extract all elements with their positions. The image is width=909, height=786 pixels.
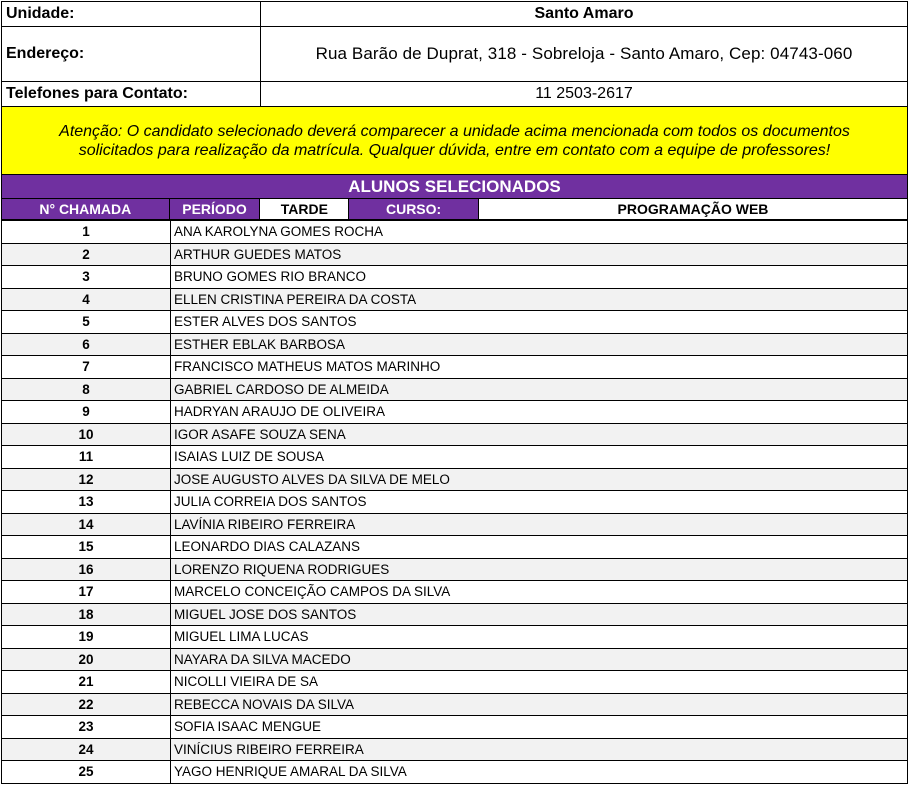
table-row (2, 536, 908, 559)
student-name-cell[interactable]: ELLEN CRISTINA PEREIRA DA COSTA (171, 288, 908, 311)
student-number-cell[interactable]: 5 (2, 311, 171, 334)
unidade-row (2, 2, 908, 27)
unit-info-table (1, 1, 908, 107)
student-name-cell[interactable]: NAYARA DA SILVA MACEDO (171, 648, 908, 671)
table-row (2, 513, 908, 536)
student-number-cell[interactable]: 1 (2, 221, 171, 244)
periodo-value[interactable]: TARDE (260, 199, 349, 219)
table-row (2, 581, 908, 604)
student-number-cell[interactable]: 18 (2, 603, 171, 626)
student-number-cell[interactable]: 13 (2, 491, 171, 514)
table-row (2, 243, 908, 266)
students-table-body (2, 221, 908, 784)
student-number-cell[interactable]: 20 (2, 648, 171, 671)
student-name-cell[interactable]: GABRIEL CARDOSO DE ALMEIDA (171, 378, 908, 401)
student-name-cell[interactable]: BRUNO GOMES RIO BRANCO (171, 266, 908, 289)
student-number-cell[interactable]: 2 (2, 243, 171, 266)
student-number-cell[interactable]: 4 (2, 288, 171, 311)
periodo-header[interactable]: PERÍODO (170, 199, 261, 219)
student-number-cell[interactable]: 24 (2, 738, 171, 761)
notice-box[interactable] (1, 107, 908, 175)
student-name-cell[interactable]: YAGO HENRIQUE AMARAL DA SILVA (171, 761, 908, 784)
student-number-cell[interactable]: 19 (2, 626, 171, 649)
table-row (2, 401, 908, 424)
spreadsheet (1, 1, 908, 784)
table-row (2, 626, 908, 649)
student-number-cell[interactable]: 11 (2, 446, 171, 469)
endereco-label[interactable]: Endereço: (2, 27, 261, 82)
student-number-cell[interactable]: 16 (2, 558, 171, 581)
table-row (2, 761, 908, 784)
table-row (2, 288, 908, 311)
section-title[interactable]: ALUNOS SELECIONADOS (1, 175, 908, 199)
student-number-cell[interactable]: 17 (2, 581, 171, 604)
curso-value[interactable]: PROGRAMAÇÃO WEB (479, 199, 907, 219)
table-row (2, 603, 908, 626)
endereco-row (2, 27, 908, 82)
table-row (2, 446, 908, 469)
table-row (2, 266, 908, 289)
student-name-cell[interactable]: FRANCISCO MATHEUS MATOS MARINHO (171, 356, 908, 379)
student-number-cell[interactable]: 21 (2, 671, 171, 694)
notice-line-2: solicitados para realização da matrícula. Qualquer dúvida, entre em contato com a equipe de professores! (78, 141, 831, 159)
student-name-cell[interactable]: HADRYAN ARAUJO DE OLIVEIRA (171, 401, 908, 424)
unidade-value[interactable]: Santo Amaro (261, 2, 908, 27)
student-name-cell[interactable]: ESTHER EBLAK BARBOSA (171, 333, 908, 356)
student-name-cell[interactable]: MIGUEL LIMA LUCAS (171, 626, 908, 649)
table-row (2, 716, 908, 739)
student-name-cell[interactable]: LORENZO RIQUENA RODRIGUES (171, 558, 908, 581)
student-name-cell[interactable]: SOFIA ISAAC MENGUE (171, 716, 908, 739)
student-name-cell[interactable]: ESTER ALVES DOS SANTOS (171, 311, 908, 334)
telefones-label[interactable]: Telefones para Contato: (2, 82, 261, 107)
table-row (2, 311, 908, 334)
student-number-cell[interactable]: 14 (2, 513, 171, 536)
telefones-row (2, 82, 908, 107)
student-number-cell[interactable]: 8 (2, 378, 171, 401)
student-name-cell[interactable]: JULIA CORREIA DOS SANTOS (171, 491, 908, 514)
student-name-cell[interactable]: IGOR ASAFE SOUZA SENA (171, 423, 908, 446)
student-name-cell[interactable]: REBECCA NOVAIS DA SILVA (171, 693, 908, 716)
list-header (1, 199, 908, 220)
table-row (2, 356, 908, 379)
student-name-cell[interactable]: ARTHUR GUEDES MATOS (171, 243, 908, 266)
telefones-value[interactable]: 11 2503-2617 (261, 82, 908, 107)
student-number-cell[interactable]: 15 (2, 536, 171, 559)
student-name-cell[interactable]: MIGUEL JOSE DOS SANTOS (171, 603, 908, 626)
table-row (2, 693, 908, 716)
table-row (2, 468, 908, 491)
student-name-cell[interactable]: MARCELO CONCEIÇÃO CAMPOS DA SILVA (171, 581, 908, 604)
chamada-header[interactable]: N° CHAMADA (2, 199, 170, 219)
notice-text (59, 122, 850, 160)
table-row (2, 671, 908, 694)
unidade-label[interactable]: Unidade: (2, 2, 261, 27)
student-name-cell[interactable]: VINÍCIUS RIBEIRO FERREIRA (171, 738, 908, 761)
table-row (2, 378, 908, 401)
student-name-cell[interactable]: LEONARDO DIAS CALAZANS (171, 536, 908, 559)
student-number-cell[interactable]: 25 (2, 761, 171, 784)
table-row (2, 221, 908, 244)
table-row (2, 333, 908, 356)
table-row (2, 648, 908, 671)
student-name-cell[interactable]: JOSE AUGUSTO ALVES DA SILVA DE MELO (171, 468, 908, 491)
student-name-cell[interactable]: NICOLLI VIEIRA DE SA (171, 671, 908, 694)
student-number-cell[interactable]: 6 (2, 333, 171, 356)
notice-line-1: Atenção: O candidato selecionado deverá comparecer a unidade acima mencionada com todos os documentos (59, 122, 850, 140)
endereco-value[interactable]: Rua Barão de Duprat, 318 - Sobreloja - Santo Amaro, Cep: 04743-060 (261, 27, 908, 82)
student-name-cell[interactable]: ANA KAROLYNA GOMES ROCHA (171, 221, 908, 244)
students-table (1, 220, 908, 784)
student-name-cell[interactable]: LAVÍNIA RIBEIRO FERREIRA (171, 513, 908, 536)
student-name-cell[interactable]: ISAIAS LUIZ DE SOUSA (171, 446, 908, 469)
student-number-cell[interactable]: 9 (2, 401, 171, 424)
student-number-cell[interactable]: 22 (2, 693, 171, 716)
table-row (2, 738, 908, 761)
student-number-cell[interactable]: 23 (2, 716, 171, 739)
student-number-cell[interactable]: 12 (2, 468, 171, 491)
table-row (2, 423, 908, 446)
student-number-cell[interactable]: 3 (2, 266, 171, 289)
curso-header[interactable]: CURSO: (349, 199, 479, 219)
table-row (2, 558, 908, 581)
table-row (2, 491, 908, 514)
student-number-cell[interactable]: 10 (2, 423, 171, 446)
student-number-cell[interactable]: 7 (2, 356, 171, 379)
